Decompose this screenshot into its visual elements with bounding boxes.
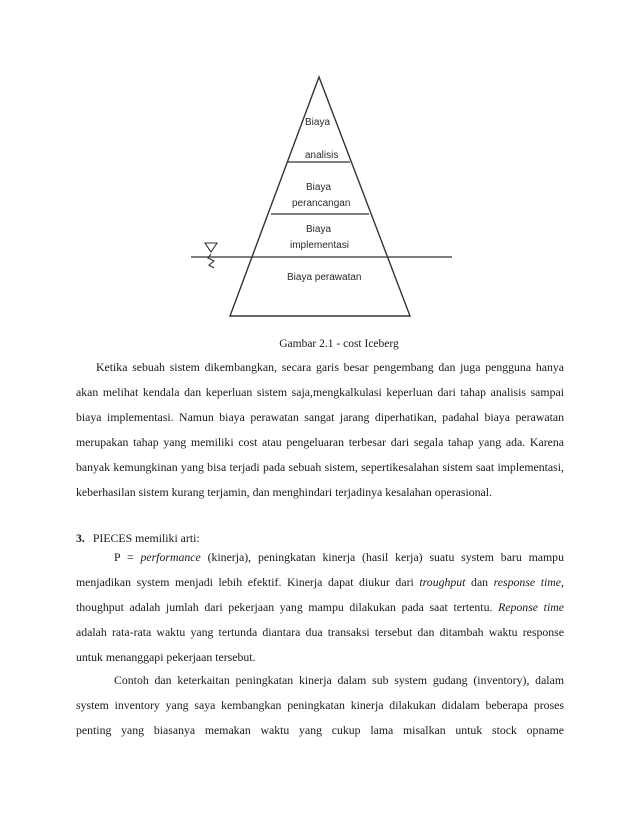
text-segment: (kinerja), peningkatan kinerja (hasil kerja) suatu system baru mampu menjadikan system menjadi lebih efektif. Kinerja dapat diukur dari bbox=[76, 550, 564, 589]
term-performance: performance bbox=[140, 550, 201, 564]
p-prefix: P = bbox=[114, 550, 141, 564]
label-analisis-1: Biaya bbox=[305, 117, 331, 128]
term-reponse-time: Reponse time bbox=[498, 600, 564, 614]
figure-caption: Gambar 2.1 - cost Iceberg bbox=[279, 338, 399, 350]
term-troughput: troughput bbox=[419, 575, 466, 589]
water-wave-icon bbox=[208, 254, 214, 268]
label-analisis-2: analisis bbox=[305, 150, 339, 161]
term-response-time: response time bbox=[493, 575, 562, 589]
paragraph-performance bbox=[76, 545, 564, 670]
label-perancangan-1: Biaya bbox=[306, 182, 332, 193]
water-level-icon bbox=[205, 243, 217, 252]
text-segment: adalah rata-rata waktu yang tertunda diantara dua transaksi tersebut dan ditambah waktu response untuk menanggapi pekerjaan tersebut. bbox=[76, 625, 564, 664]
text-segment: dan bbox=[465, 575, 494, 589]
iceberg-pyramid-diagram bbox=[0, 0, 638, 330]
section-number: 3. bbox=[76, 531, 85, 545]
paragraph-text bbox=[76, 545, 564, 670]
label-perawatan: Biaya perawatan bbox=[287, 272, 362, 283]
paragraph-text: Ketika sebuah sistem dikembangkan, secara garis besar pengembang dan juga pengguna hanya akan melihat kendala dan keperluan sistem saja,mengkalkulasi keperluan dari tahap analisis sampai biaya implementasi. Namun biaya perawatan sangat jarang diperhatikan, padahal biaya perawatan merupakan tahap yang memiliki cost atau pengeluaran terbesar dari segala tahap yang ada. Karena banyak kemungkinan yang bisa terjadi pada sebuah sistem, sepertikesalahan sistem saat implementasi, keberhasilan sistem kurang terjamin, dan menghindari terjadinya kesalahan operasional. bbox=[76, 360, 564, 499]
paragraph-inventory-example bbox=[76, 668, 564, 743]
iceberg-figure bbox=[0, 0, 638, 330]
paragraph-cost-iceberg bbox=[76, 355, 564, 505]
paragraph-text: Contoh dan keterkaitan peningkatan kinerja dalam sub system gudang (inventory), dalam system inventory yang saya kembangkan peningkatan kinerja dilakukan didalam beberapa proses penting yang biasanya memakan waktu yang cukup lama misalkan untuk stock opname bbox=[76, 673, 564, 737]
text-segment: , thoughput adalah jumlah dari pekerjaan yang mampu dilakukan pada saat tertentu. bbox=[76, 575, 564, 614]
section-title: PIECES memiliki arti: bbox=[92, 531, 200, 545]
label-perancangan-2: perancangan bbox=[292, 198, 351, 209]
label-implementasi-2: implementasi bbox=[290, 240, 349, 251]
label-implementasi-1: Biaya bbox=[306, 224, 332, 235]
